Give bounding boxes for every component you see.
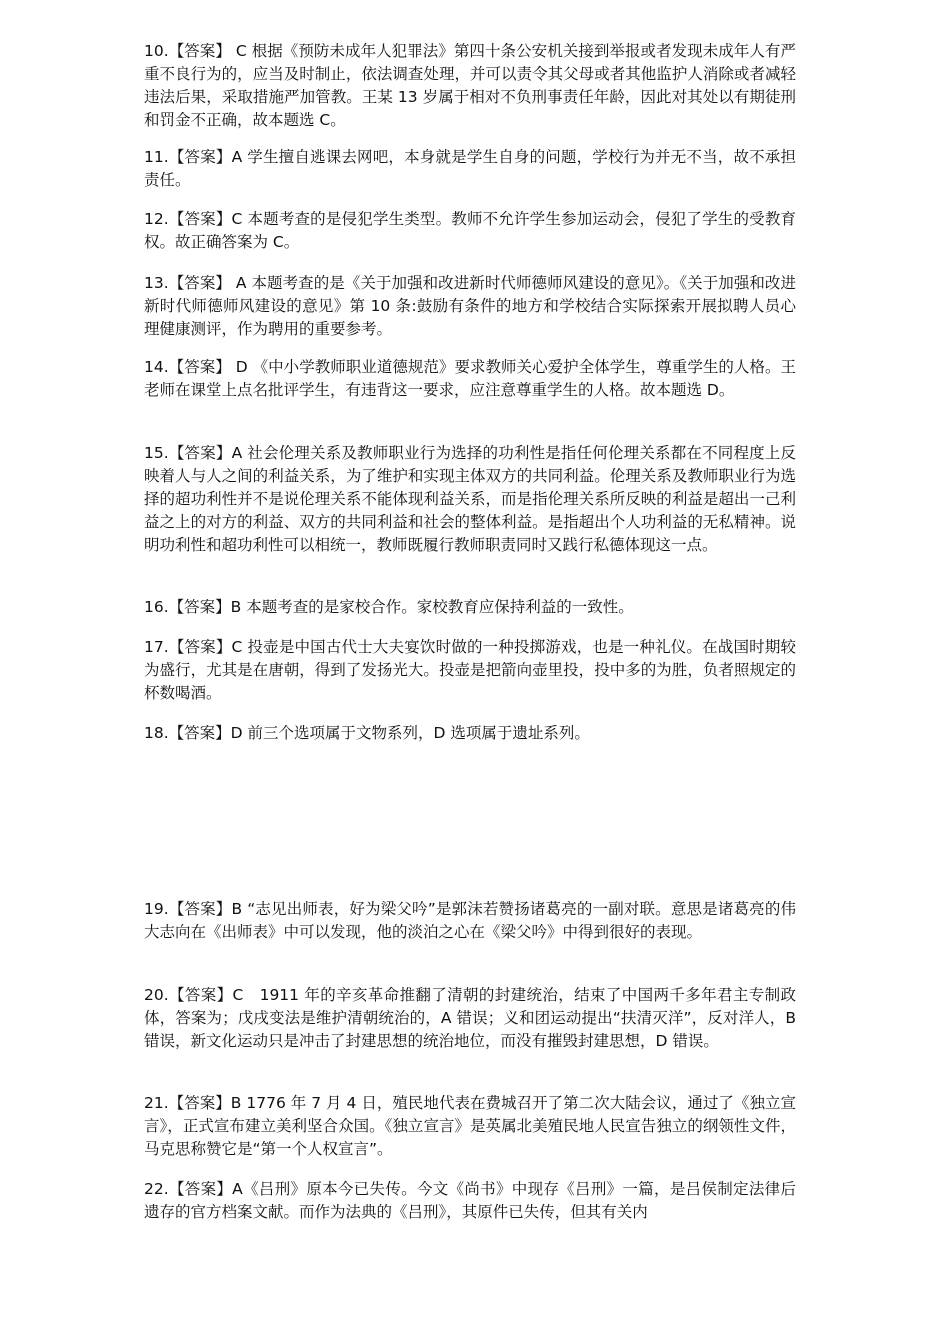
- answer-18: 18.【答案】D 前三个选项属于文物系列，D 选项属于遗址系列。: [144, 723, 590, 742]
- answer-19: 19.【答案】B “志见出师表，好为梁父吟”是郭沫若赞扬诸葛亮的一副对联。意思是诸葛亮的伟大志向在《出师表》中可以发现，他的淡泊之心在《梁父吟》中得到很好的表现。: [144, 899, 796, 941]
- answer-13: 13.【答案】 A 本题考查的是《关于加强和改进新时代师德师风建设的意见》。《关于加强和改进新时代师德师风建设的意见》第 10 条:鼓励有条件的地方和学校结合实际探索开展拟聘人员心理健康测评，作为聘用的重要参考。: [144, 273, 796, 338]
- answer-21: 21.【答案】B 1776 年 7 月 4 日，殖民地代表在费城召开了第二次大陆会议，通过了《独立宣言》，正式宣布建立美利坚合众国。《独立宣言》是英属北美殖民地人民宣告独立的纲领性文件，马克思称赞它是“第一个人权宣言”。: [144, 1093, 796, 1158]
- answer-16: 16.【答案】B 本题考查的是家校合作。家校教育应保持利益的一致性。: [144, 597, 634, 616]
- answer-20: 20.【答案】C 1911 年的辛亥革命推翻了清朝的封建统治，结束了中国两千多年君主专制政体，答案为；戊戌变法是维护清朝统治的，A 错误；义和团运动提出“扶清灭洋”，反对洋人，B 错误，新文化运动只是冲击了封建思想的统治地位，而没有摧毁封建思想，D 错误。: [144, 985, 796, 1050]
- answer-10: 10.【答案】 C 根据《预防未成年人犯罪法》第四十条公安机关接到举报或者发现未成年人有严重不良行为的，应当及时制止，依法调查处理，并可以责令其父母或者其他监护人消除或者减轻违法后果，采取措施严加管教。王某 13 岁属于相对不负刑事责任年龄，因此对其处以有期徒刑和罚金不正确，故本题选 C。: [144, 41, 796, 129]
- answer-15: 15.【答案】A 社会伦理关系及教师职业行为选择的功利性是指任何伦理关系都在不同程度上反映着人与人之间的利益关系，为了维护和实现主体双方的共同利益。伦理关系及教师职业行为选择的超功利性并不是说伦理关系不能体现利益关系，而是指伦理关系所反映的利益是超出一己利益之上的对方的利益、双方的共同利益和社会的整体利益。是指超出个人功利益的无私精神。说明功利性和超功利性可以相统一，教师既履行教师职责同时又践行私德体现这一点。: [144, 443, 796, 554]
- answer-14: 14.【答案】 D 《中小学教师职业道德规范》要求教师关心爱护全体学生，尊重学生的人格。王老师在课堂上点名批评学生，有违背这一要求，应注意尊重学生的人格。故本题选 D。: [144, 357, 796, 399]
- answer-12: 12.【答案】C 本题考查的是侵犯学生类型。教师不允许学生参加运动会，侵犯了学生的受教育权。故正确答案为 C。: [144, 209, 796, 251]
- answer-17: 17.【答案】C 投壶是中国古代士大夫宴饮时做的一种投掷游戏，也是一种礼仪。在战国时期较为盛行，尤其是在唐朝，得到了发扬光大。投壶是把箭向壶里投，投中多的为胜，负者照规定的杯数喝酒。: [144, 637, 796, 702]
- answer-11: 11.【答案】A 学生擅自逃课去网吧，本身就是学生自身的问题，学校行为并无不当，故不承担责任。: [144, 147, 796, 189]
- answer-22: 22.【答案】A《吕刑》原本今已失传。今文《尚书》中现存《吕刑》一篇，是吕侯制定法律后遗存的官方档案文献。而作为法典的《吕刑》，其原件已失传，但其有关内: [144, 1179, 796, 1221]
